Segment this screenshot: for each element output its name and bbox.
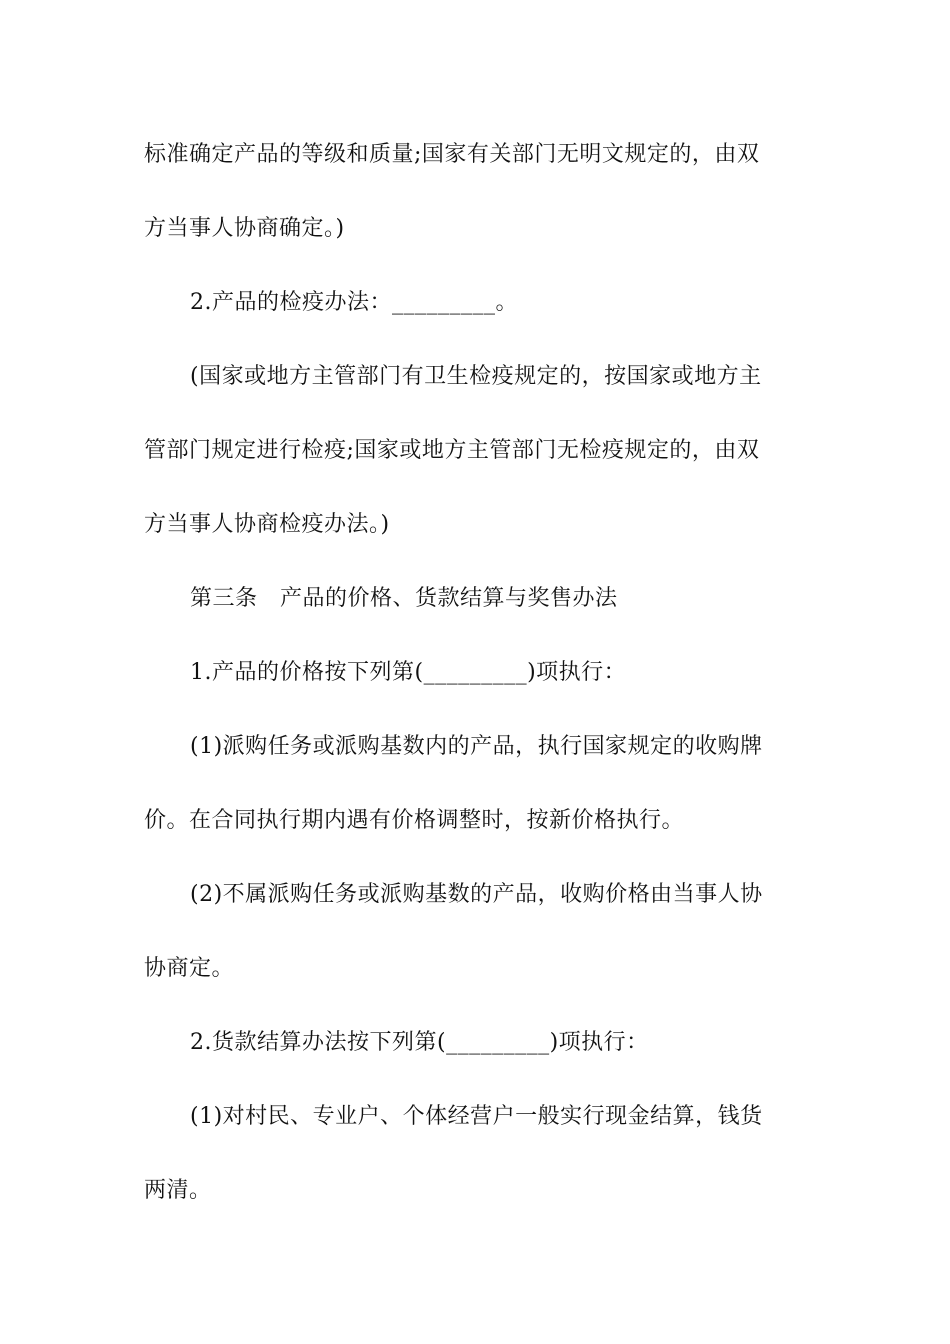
text-line-12: 协商定。 [144,956,235,981]
text-line-2: 方当事人协商确定。) [144,216,345,241]
text-line-5: 管部门规定进行检疫;国家或地方主管部门无检疫规定的，由双 [144,438,760,463]
text-line-3: 2.产品的检疫办法：_________。 [190,290,518,315]
text-line-10: 价。在合同执行期内遇有价格调整时，按新价格执行。 [144,808,685,833]
text-line-15: 两清。 [144,1178,212,1203]
text-line-11: (2)不属派购任务或派购基数的产品，收购价格由当事人协 [190,882,763,907]
text-line-9: (1)派购任务或派购基数内的产品，执行国家规定的收购牌 [190,734,763,759]
text-line-6: 方当事人协商检疫办法。) [144,512,390,537]
text-line-1: 标准确定产品的等级和质量;国家有关部门无明文规定的，由双 [144,142,760,167]
text-line-13: 2.货款结算办法按下列第(_________)项执行： [190,1030,649,1055]
text-line-14: (1)对村民、专业户、个体经营户一般实行现金结算，钱货 [190,1104,763,1129]
section-heading: 第三条 产品的价格、货款结算与奖售办法 [190,586,618,611]
text-line-4: (国家或地方主管部门有卫生检疫规定的，按国家或地方主 [190,364,762,389]
text-line-8: 1.产品的价格按下列第(_________)项执行： [190,660,627,685]
